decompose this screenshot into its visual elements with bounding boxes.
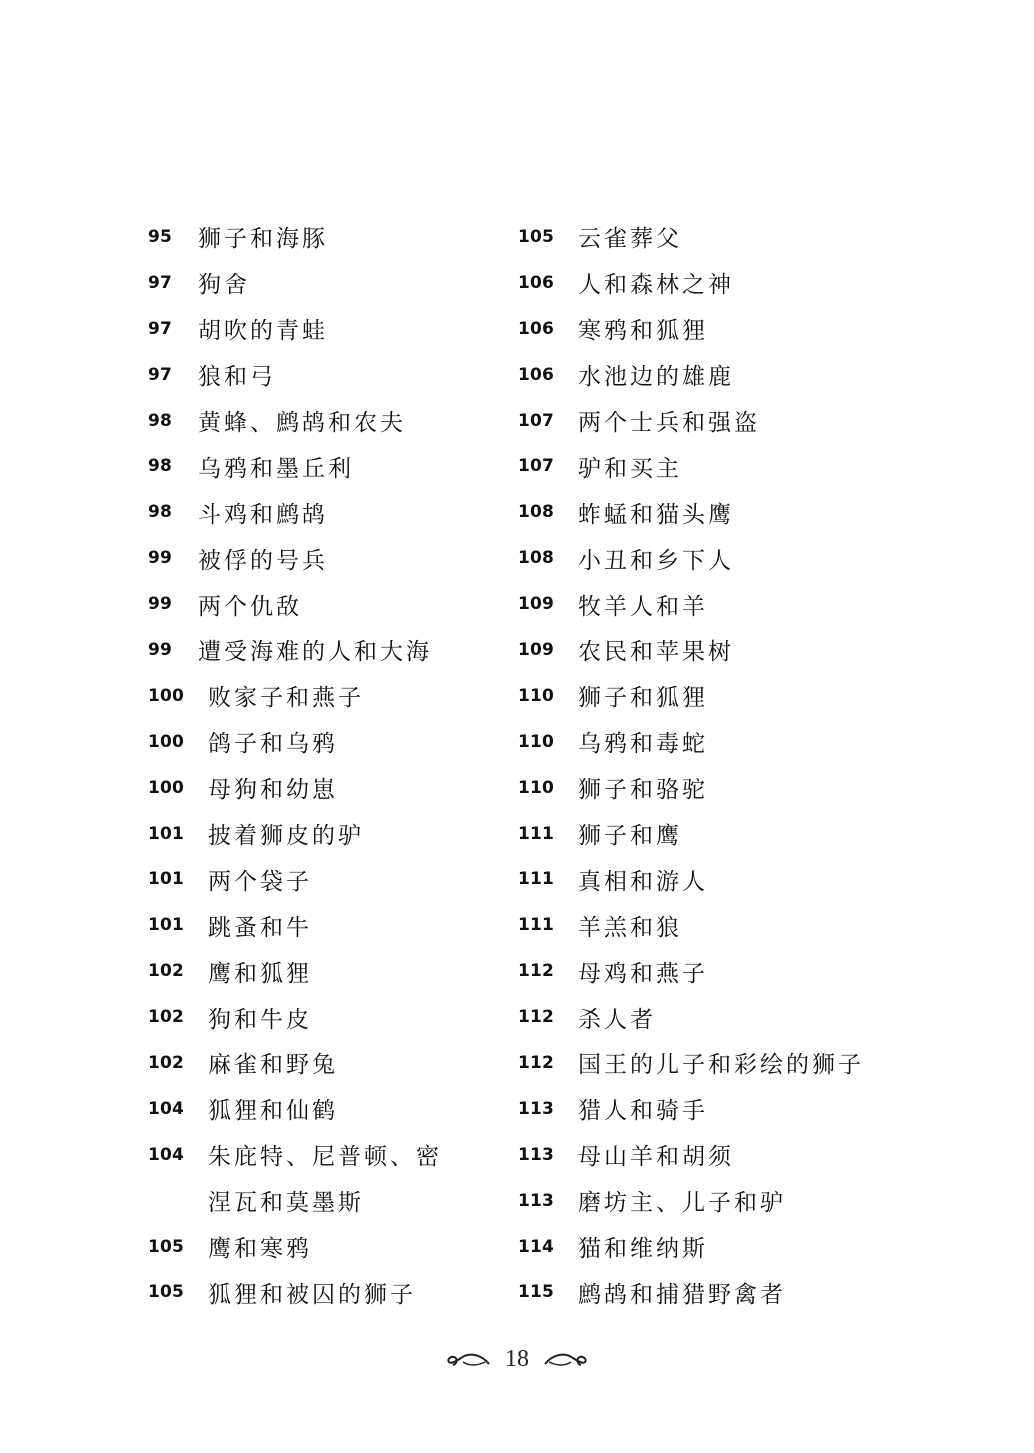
toc-entry-title: 狼和弓: [198, 364, 276, 391]
toc-entry: [518, 948, 938, 994]
toc-entry-title: 国王的儿子和彩绘的狮子: [578, 1052, 864, 1079]
toc-page-number: 97: [148, 318, 173, 339]
toc-entry-title: 牧羊人和羊: [578, 593, 708, 620]
toc-entry-title: 狮子和骆驼: [578, 777, 708, 804]
toc-entry-title: 云雀葬父: [578, 226, 682, 253]
toc-page-number: 112: [518, 961, 555, 982]
toc-entry: [518, 673, 938, 719]
toc-page-number: 100: [148, 777, 185, 798]
toc-page-number: 115: [518, 1282, 555, 1303]
toc-entry: [518, 1224, 938, 1270]
toc-entry: [148, 765, 488, 811]
toc-page-number: 98: [148, 456, 173, 477]
toc-entry: [518, 489, 938, 535]
toc-entry: [148, 994, 488, 1040]
toc-entry: [148, 673, 488, 719]
toc-entry: [148, 443, 488, 489]
toc-entry: [148, 1269, 488, 1315]
toc-page-number: 100: [148, 685, 185, 706]
toc-page-number: 109: [518, 639, 555, 660]
toc-page-number: 108: [518, 548, 555, 569]
toc-page-number: 99: [148, 548, 173, 569]
toc-entry-title: 狐狸和被囚的狮子: [208, 1281, 416, 1308]
toc-entry: [518, 765, 938, 811]
toc-entry: [148, 306, 488, 352]
toc-entry: [148, 902, 488, 948]
toc-entry-title: 猫和维纳斯: [578, 1236, 708, 1263]
page-footer: [0, 1346, 1034, 1373]
toc-entry: [518, 398, 938, 444]
toc-entry: [518, 443, 938, 489]
toc-entry: [148, 1132, 488, 1178]
toc-page-number: 99: [148, 639, 173, 660]
toc-entry: [148, 398, 488, 444]
toc-right-column: [518, 214, 938, 1315]
toc-page-number: 110: [518, 731, 555, 752]
toc-entry-title: 麻雀和野兔: [208, 1052, 338, 1079]
toc-entry-title: 狮子和狐狸: [578, 685, 708, 712]
toc-entry-title: 母鸡和燕子: [578, 960, 708, 987]
toc-page-number: 107: [518, 410, 555, 431]
toc-entry: [518, 535, 938, 581]
toc-entry-title: 两个袋子: [208, 868, 312, 895]
toc-entry: [518, 994, 938, 1040]
toc-entry-title: 斗鸡和鹧鸪: [198, 501, 328, 528]
toc-page-number: 97: [148, 364, 173, 385]
toc-page-number: 112: [518, 1052, 555, 1073]
toc-entry-title: 披着狮皮的驴: [208, 823, 364, 850]
toc-entry: [518, 1040, 938, 1086]
toc-left-column: [148, 214, 488, 1315]
toc-page-number: 110: [518, 777, 555, 798]
toc-page-number: 101: [148, 915, 185, 936]
toc-page-number: 106: [518, 318, 555, 339]
toc-entry-title: 猎人和骑手: [578, 1098, 708, 1125]
toc-entry-title: 两个士兵和强盗: [578, 410, 760, 436]
toc-entry: [518, 1269, 938, 1315]
toc-page-number: 102: [148, 1007, 185, 1028]
toc-page-number: 113: [518, 1144, 555, 1165]
toc-entry: [148, 1040, 488, 1086]
toc-page-number: 105: [148, 1236, 185, 1257]
toc-page-number: 109: [518, 594, 555, 615]
toc-entry-title: 真相和游人: [578, 868, 708, 895]
toc-entry-title: 被俘的号兵: [198, 547, 328, 574]
toc-entry: [148, 1086, 488, 1132]
toc-entry: [518, 214, 938, 260]
toc-entry-title: 人和森林之神: [578, 272, 734, 299]
toc-entry: [518, 581, 938, 627]
toc-entry-title: 母山羊和胡须: [578, 1144, 734, 1171]
toc-entry: [148, 856, 488, 902]
toc-page-number: 100: [148, 731, 185, 752]
toc-entry-title: 鹧鸪和捕猎野禽者: [578, 1281, 786, 1308]
toc-entry-title: 乌鸦和毒蛇: [578, 731, 708, 758]
toc-entry-title: 蚱蜢和猫头鹰: [578, 501, 734, 528]
flourish-left-icon: [447, 1350, 491, 1370]
toc-entry-title: 遭受海难的人和大海: [198, 639, 432, 666]
toc-page-number: 104: [148, 1144, 185, 1165]
toc-entry: [148, 581, 488, 627]
toc-page-number: 111: [518, 823, 555, 844]
toc-entry: [148, 535, 488, 581]
toc-entry: [148, 719, 488, 765]
toc-entry-title: 水池边的雄鹿: [578, 364, 734, 391]
toc-page-number: 110: [518, 685, 555, 706]
toc-page-number: 106: [518, 272, 555, 293]
toc-entry-title: 母狗和幼崽: [208, 777, 338, 804]
toc-entry: [148, 489, 488, 535]
toc-entry-title: 狮子和鹰: [578, 823, 682, 850]
toc-entry: [518, 352, 938, 398]
toc-entry-title: 狐狸和仙鹤: [208, 1098, 338, 1125]
toc-entry: [148, 1224, 488, 1270]
toc-entry: [518, 856, 938, 902]
toc-page-number: 113: [518, 1098, 555, 1119]
toc-page-number: 104: [148, 1098, 185, 1119]
toc-page-number: 95: [148, 226, 173, 247]
toc-entry-title: 涅瓦和莫墨斯: [208, 1190, 364, 1217]
toc-entry: [148, 1178, 488, 1224]
toc-entry: [518, 627, 938, 673]
toc-page-number: 102: [148, 1052, 185, 1073]
toc-entry-title: 鹰和寒鸦: [208, 1236, 312, 1263]
toc-entry: [518, 1086, 938, 1132]
toc-entry-title: 驴和买主: [578, 455, 682, 482]
toc-entry: [148, 214, 488, 260]
toc-entry: [148, 260, 488, 306]
toc-page-number: 102: [148, 961, 185, 982]
toc-page-number: 98: [148, 410, 173, 431]
toc-entry: [148, 811, 488, 857]
toc-entry: [148, 948, 488, 994]
toc-page-number: 105: [518, 226, 555, 247]
toc-page-number: 111: [518, 915, 555, 936]
toc-entry: [518, 306, 938, 352]
toc-entry-title: 小丑和乡下人: [578, 547, 734, 574]
toc-page-number: 106: [518, 364, 555, 385]
toc-entry-title: 跳蚤和牛: [208, 914, 312, 941]
toc-entry-title: 羊羔和狼: [578, 914, 682, 941]
toc-entry-title: 鸽子和乌鸦: [208, 731, 338, 758]
toc-page-number: 113: [518, 1190, 555, 1211]
toc-entry-title: 黄蜂、鹧鸪和农夫: [198, 410, 406, 436]
toc-page-number: 108: [518, 502, 555, 523]
toc-entry-title: 朱庇特、尼普顿、密: [208, 1144, 442, 1171]
toc-page-number: 98: [148, 502, 173, 523]
toc-entry-title: 农民和苹果树: [578, 639, 734, 666]
page-number: 18: [505, 1346, 529, 1372]
toc-entry: [518, 719, 938, 765]
toc-page-number: 114: [518, 1236, 555, 1257]
toc-page-number: 112: [518, 1007, 555, 1028]
toc-entry: [518, 902, 938, 948]
toc-entry-title: 杀人者: [578, 1006, 656, 1033]
toc-entry-title: 胡吹的青蛙: [198, 318, 328, 345]
toc-entry-title: 狗和牛皮: [208, 1006, 312, 1033]
toc-entry-title: 鹰和狐狸: [208, 960, 312, 987]
toc-page-number: 111: [518, 869, 555, 890]
toc-page-number: 99: [148, 594, 173, 615]
toc-entry-title: 狗舍: [198, 272, 250, 299]
flourish-right-icon: [543, 1350, 587, 1370]
toc-entry-title: 败家子和燕子: [208, 685, 364, 712]
toc-page-number: 101: [148, 823, 185, 844]
toc-entry-title: 乌鸦和墨丘利: [198, 455, 354, 482]
toc-page-number: 101: [148, 869, 185, 890]
toc-page-number: 105: [148, 1282, 185, 1303]
toc-entry: [518, 1178, 938, 1224]
toc-entry-title: 寒鸦和狐狸: [578, 318, 708, 345]
toc-page-number: 97: [148, 272, 173, 293]
toc-entry-title: 两个仇敌: [198, 593, 302, 620]
toc-entry: [518, 260, 938, 306]
toc-entry: [148, 352, 488, 398]
toc-entry: [148, 627, 488, 673]
toc-entry-title: 磨坊主、儿子和驴: [578, 1190, 786, 1217]
toc-entry: [518, 1132, 938, 1178]
toc-page-number: 107: [518, 456, 555, 477]
toc-entry-title: 狮子和海豚: [198, 226, 328, 253]
toc-entry: [518, 811, 938, 857]
